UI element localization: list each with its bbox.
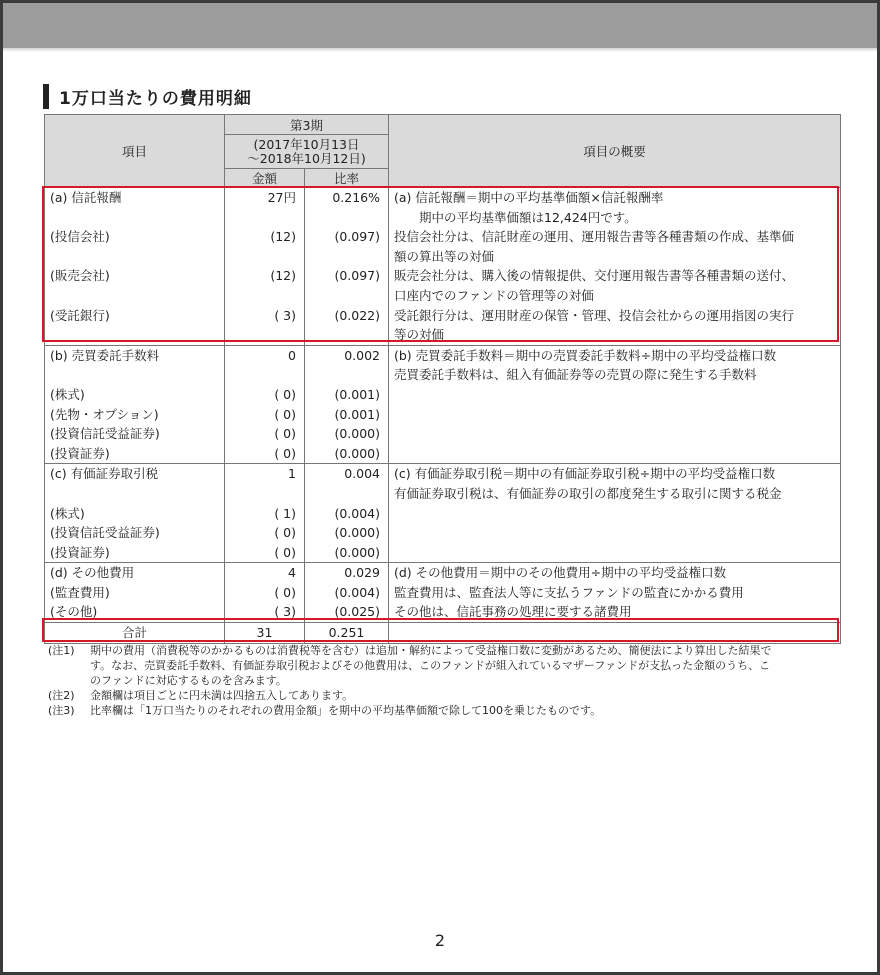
description-line: (c) 有価証券取引税＝期中の有価証券取引税÷期中の平均受益権口数 — [394, 466, 776, 482]
footnotes — [48, 643, 848, 718]
period-range-end: ～2018年10月12日) — [247, 150, 366, 166]
footnote — [48, 703, 848, 718]
document-page — [3, 3, 877, 972]
ratio-value: (0.004) — [334, 505, 380, 521]
footnote — [48, 643, 848, 688]
description-line: 等の対価 — [394, 327, 445, 343]
header-amount: 金額 — [225, 169, 305, 188]
table-row-brokerage-fee — [45, 345, 841, 464]
top-banner — [3, 3, 877, 48]
sub-item-label: (株式) — [50, 505, 85, 521]
highlight-box-total — [42, 618, 839, 642]
table-row-securities-tax — [45, 464, 841, 563]
description-line: (b) 売買委託手数料＝期中の売買委託手数料÷期中の平均受益権口数 — [394, 347, 777, 363]
section-title: 1万口当たりの費用明細 — [59, 88, 252, 109]
total-amount: 31 — [225, 623, 305, 644]
sub-item-label: (投信会社) — [50, 229, 110, 245]
header-period-range — [225, 135, 389, 169]
item-cell — [45, 464, 225, 563]
table-row-other-expenses — [45, 563, 841, 623]
ratio-cell — [305, 345, 389, 464]
ratio-value: (0.000) — [334, 445, 380, 461]
ratio-value: 0.004 — [344, 466, 380, 482]
ratio-value: (0.004) — [334, 584, 380, 600]
ratio-value: 0.029 — [344, 565, 380, 581]
description-line: 監査費用は、監査法人等に支払うファンドの監査にかかる費用 — [394, 584, 744, 600]
sub-item-label: (投資信託受益証券) — [50, 426, 160, 442]
amount-value: ( 0) — [274, 445, 296, 461]
amount-value: ( 0) — [274, 386, 296, 402]
sub-item-label: (投資信託受益証券) — [50, 525, 160, 541]
amount-value: ( 0) — [274, 426, 296, 442]
page-number: 2 — [434, 931, 446, 950]
header-period: 第3期 — [225, 115, 389, 135]
ratio-value: (0.001) — [334, 406, 380, 422]
amount-value: (12) — [270, 229, 296, 245]
ratio-value: 0.002 — [344, 347, 380, 363]
total-label: 合計 — [45, 623, 225, 644]
amount-cell — [225, 345, 305, 464]
sub-item-label: (その他) — [50, 604, 98, 620]
footnote-line: す。なお、売買委託手数料、有価証券取引税およびその他費用は、このファンドが組入れているマザーファンドが支払った金額のうち、こ — [90, 659, 771, 672]
item-label: (d) その他費用 — [50, 565, 135, 581]
ratio-value: (0.001) — [334, 386, 380, 402]
sub-item-label: (株式) — [50, 386, 85, 402]
header-item: 項目 — [45, 115, 225, 188]
sub-item-label: (投資証券) — [50, 544, 110, 560]
description-line: 額の算出等の対価 — [394, 248, 495, 264]
highlight-box-trust-fee — [42, 186, 839, 342]
footnote-line: 比率欄は「1万口当たりのそれぞれの費用金額」を期中の平均基準価額で除して100を乗じたものです。 — [90, 704, 602, 717]
amount-value: ( 1) — [274, 505, 296, 521]
top-banner-shadow — [3, 48, 877, 52]
amount-cell — [225, 464, 305, 563]
total-ratio: 0.251 — [305, 623, 389, 644]
amount-value: (12) — [270, 268, 296, 284]
description-cell — [389, 464, 841, 563]
ratio-value: (0.000) — [334, 544, 380, 560]
amount-value: ( 3) — [274, 307, 296, 323]
ratio-value: 0.216% — [332, 190, 380, 205]
period-range-start: (2017年10月13日 — [253, 136, 360, 152]
description-line: 口座内でのファンドの管理等の対価 — [394, 287, 594, 303]
footnote-label: (注2) — [48, 689, 75, 702]
ratio-cell — [305, 563, 389, 623]
footnote-line: のファンドに対応するものを含みます。 — [90, 674, 287, 687]
ratio-value: (0.000) — [334, 525, 380, 541]
amount-value: 1 — [288, 466, 296, 482]
amount-value: ( 0) — [274, 525, 296, 541]
description-line: 受託銀行分は、運用財産の保管・管理、投信会社からの運用指図の実行 — [394, 307, 795, 323]
footnote-label: (注3) — [48, 704, 75, 717]
item-label: (c) 有価証券取引税 — [50, 466, 159, 482]
amount-value: 0 — [288, 347, 296, 363]
amount-value: ( 0) — [274, 406, 296, 422]
amount-value: ( 3) — [274, 604, 296, 620]
footnote-label: (注1) — [48, 644, 75, 657]
ratio-value: (0.025) — [334, 604, 380, 620]
amount-value: 4 — [288, 565, 296, 581]
description-line: 投信会社分は、信託財産の運用、運用報告書等各種書類の作成、基準価 — [394, 229, 795, 245]
ratio-value: (0.022) — [334, 307, 380, 323]
footnote-line: 期中の費用（消費税等のかかるものは消費税等を含む）は追加・解約によって受益権口数に変動があるため、簡便法により算出した結果で — [90, 644, 772, 657]
item-cell — [45, 563, 225, 623]
sub-item-label: (先物・オプション) — [50, 406, 159, 422]
ratio-value: (0.000) — [334, 426, 380, 442]
item-label: (a) 信託報酬 — [50, 190, 122, 205]
item-label: (b) 売買委託手数料 — [50, 347, 160, 363]
header-ratio: 比率 — [305, 169, 389, 188]
amount-value: ( 0) — [274, 544, 296, 560]
header-summary: 項目の概要 — [389, 115, 841, 188]
description-cell — [389, 345, 841, 464]
item-cell — [45, 345, 225, 464]
description-line: (a) 信託報酬＝期中の平均基準価額×信託報酬率 — [394, 190, 664, 205]
heading-bar — [43, 84, 49, 109]
sub-item-label: (受託銀行) — [50, 307, 110, 323]
ratio-cell — [305, 464, 389, 563]
description-line: 期中の平均基準価額は12,424円です。 — [394, 209, 637, 225]
section-heading — [43, 83, 252, 109]
ratio-value: (0.097) — [334, 268, 380, 284]
description-line: 有価証券取引税は、有価証券の取引の都度発生する取引に関する税金 — [394, 485, 782, 501]
footnote — [48, 688, 848, 703]
ratio-value: (0.097) — [334, 229, 380, 245]
description-line: (d) その他費用＝期中のその他費用÷期中の平均受益権口数 — [394, 565, 727, 581]
sub-item-label: (販売会社) — [50, 268, 110, 284]
amount-value: ( 0) — [274, 584, 296, 600]
description-line: 販売会社分は、購入後の情報提供、交付運用報告書等各種書類の送付、 — [394, 268, 795, 284]
sub-item-label: (投資証券) — [50, 445, 110, 461]
description-line: その他は、信託事務の処理に要する諸費用 — [394, 604, 632, 620]
description-line: 売買委託手数料は、組入有価証券等の売買の際に発生する手数料 — [394, 367, 757, 383]
sub-item-label: (監査費用) — [50, 584, 110, 600]
amount-value: 27円 — [267, 190, 296, 205]
amount-cell — [225, 563, 305, 623]
description-cell — [389, 563, 841, 623]
footnote-line: 金額欄は項目ごとに円未満は四捨五入してあります。 — [90, 689, 354, 702]
